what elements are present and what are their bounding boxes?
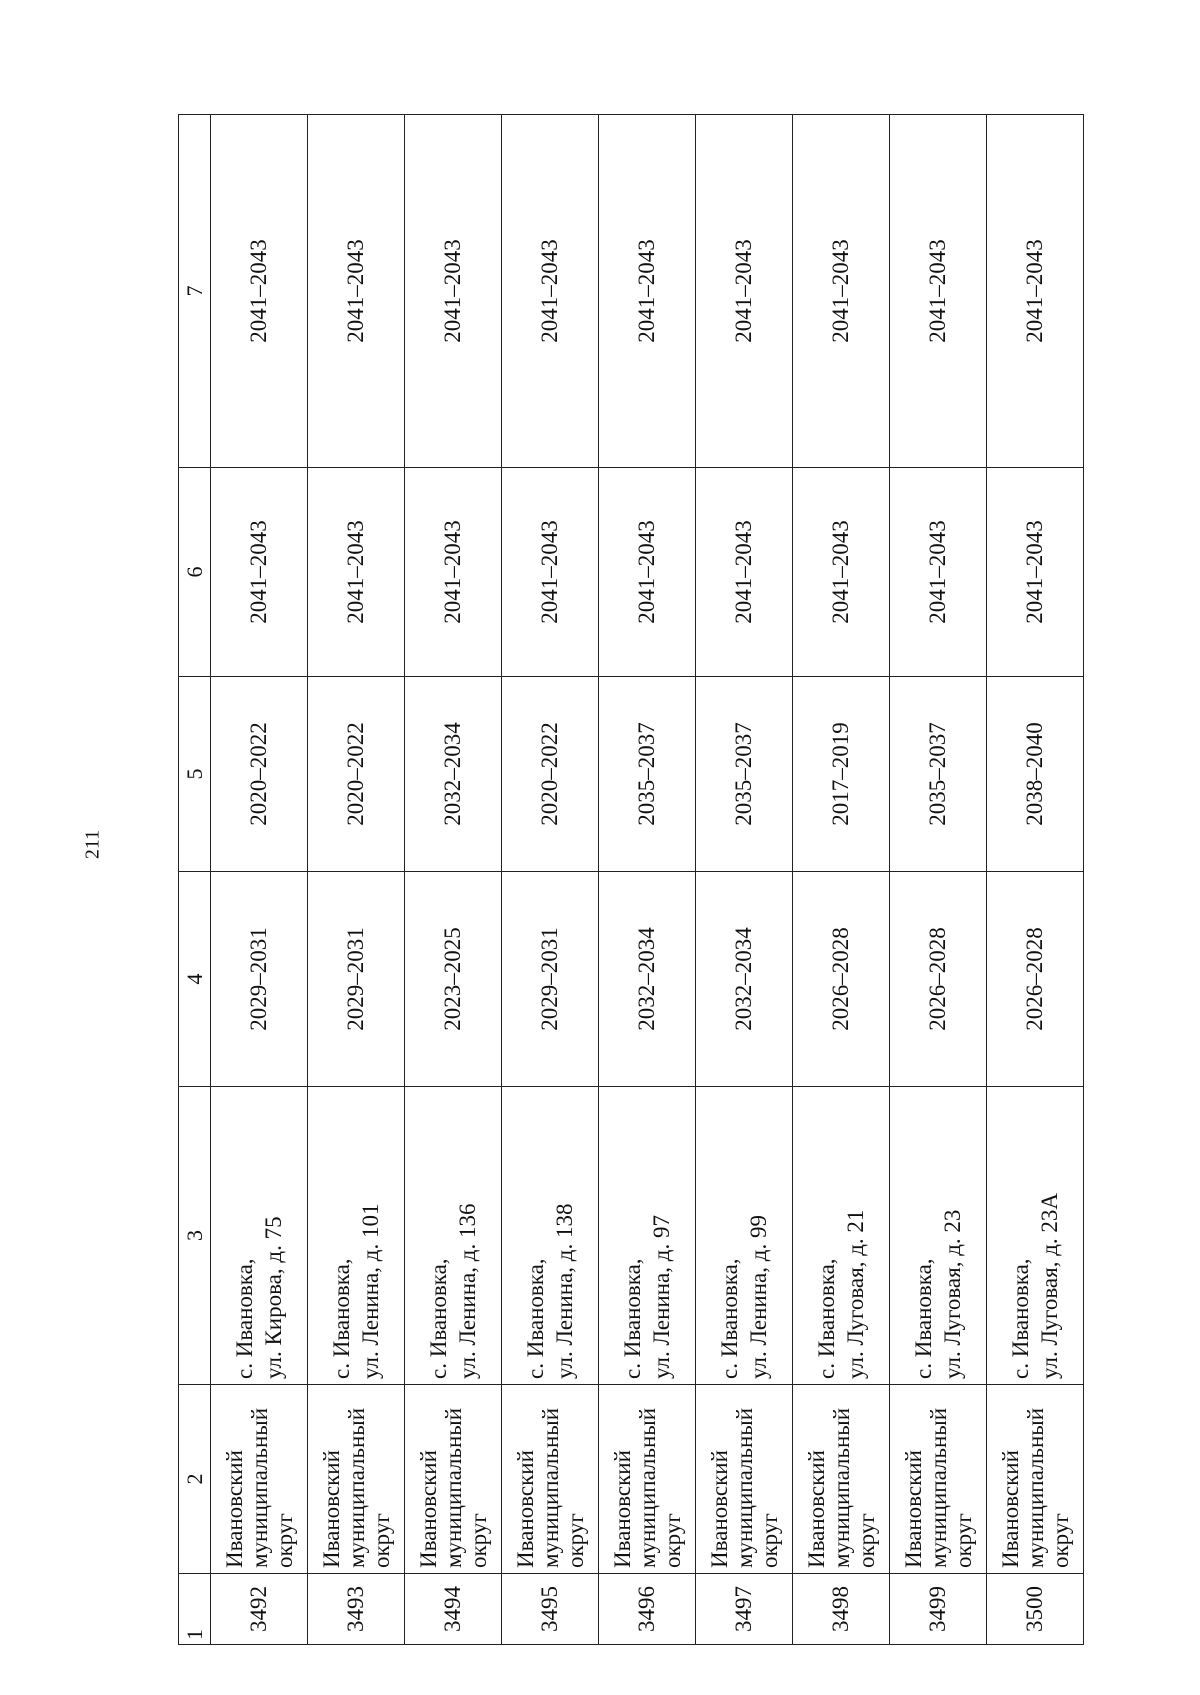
address-cell	[987, 1087, 1084, 1385]
period-cell-c5: 2032–2034	[405, 677, 502, 872]
district-line: Ивановский	[900, 1450, 926, 1568]
table-body	[211, 115, 1084, 1645]
rotated-table-wrapper	[178, 115, 1146, 1645]
address-line: с. Ивановка,	[814, 1258, 839, 1379]
district-line: округ	[950, 1513, 976, 1568]
district-cell	[987, 1385, 1084, 1574]
district-cell	[890, 1385, 987, 1574]
district-line: Ивановский	[609, 1450, 635, 1568]
period-cell-c4: 2026–2028	[793, 872, 890, 1087]
period-cell-c7: 2041–2043	[696, 115, 793, 468]
district-line: Ивановский	[803, 1450, 829, 1568]
period-cell-c4: 2026–2028	[987, 872, 1084, 1087]
district-line: округ	[756, 1513, 782, 1568]
address-cell	[502, 1087, 599, 1385]
period-cell-c4: 2023–2025	[405, 872, 502, 1087]
address-line: с. Ивановка,	[911, 1258, 936, 1379]
period-cell-c4: 2029–2031	[502, 872, 599, 1087]
row-number-cell: 3495	[502, 1574, 599, 1645]
table-row	[793, 115, 890, 1645]
address-line: ул. Луговая, д. 21	[843, 1209, 868, 1379]
address-line: с. Ивановка,	[1008, 1258, 1033, 1379]
address-line: ул. Луговая, д. 23	[940, 1209, 965, 1379]
district-line: округ	[465, 1513, 491, 1568]
address-line: ул. Ленина, д. 99	[746, 1215, 771, 1379]
address-cell	[599, 1087, 696, 1385]
row-number-cell: 3498	[793, 1574, 890, 1645]
address-line: ул. Ленина, д. 136	[455, 1203, 480, 1379]
district-line: муниципальный	[537, 1407, 563, 1568]
address-line: с. Ивановка,	[329, 1258, 354, 1379]
district-cell	[793, 1385, 890, 1574]
period-cell-c5: 2020–2022	[211, 677, 308, 872]
district-cell	[211, 1385, 308, 1574]
address-line: с. Ивановка,	[232, 1258, 257, 1379]
address-line: ул. Ленина, д. 101	[358, 1203, 383, 1379]
header-cell-1: 1	[179, 1574, 211, 1645]
header-cell-2: 2	[179, 1385, 211, 1574]
address-cell	[211, 1087, 308, 1385]
district-line: округ	[271, 1513, 297, 1568]
table-row	[987, 115, 1084, 1645]
district-line: округ	[1047, 1513, 1073, 1568]
header-cell-4: 4	[179, 872, 211, 1087]
row-number-cell: 3500	[987, 1574, 1084, 1645]
period-cell-c5: 2020–2022	[502, 677, 599, 872]
district-line: Ивановский	[997, 1450, 1023, 1568]
header-cell-5: 5	[179, 677, 211, 872]
address-cell	[793, 1087, 890, 1385]
address-line: ул. Луговая, д. 23А	[1037, 1192, 1062, 1379]
district-line: муниципальный	[343, 1407, 369, 1568]
district-line: Ивановский	[706, 1450, 732, 1568]
period-cell-c5: 2020–2022	[308, 677, 405, 872]
district-line: муниципальный	[731, 1407, 757, 1568]
district-line: Ивановский	[512, 1450, 538, 1568]
period-cell-c7: 2041–2043	[308, 115, 405, 468]
table-row	[308, 115, 405, 1645]
district-line: муниципальный	[925, 1407, 951, 1568]
district-line: муниципальный	[828, 1407, 854, 1568]
district-line: округ	[659, 1513, 685, 1568]
period-cell-c7: 2041–2043	[599, 115, 696, 468]
district-cell	[308, 1385, 405, 1574]
table-row	[696, 115, 793, 1645]
period-cell-c5: 2038–2040	[987, 677, 1084, 872]
period-cell-c6: 2041–2043	[405, 468, 502, 677]
period-cell-c5: 2017–2019	[793, 677, 890, 872]
table-row	[890, 115, 987, 1645]
district-cell	[696, 1385, 793, 1574]
period-cell-c7: 2041–2043	[793, 115, 890, 468]
district-line: муниципальный	[634, 1407, 660, 1568]
period-cell-c4: 2029–2031	[308, 872, 405, 1087]
address-line: ул. Ленина, д. 138	[552, 1203, 577, 1379]
period-cell-c5: 2035–2037	[599, 677, 696, 872]
period-cell-c4: 2032–2034	[599, 872, 696, 1087]
period-cell-c6: 2041–2043	[211, 468, 308, 677]
address-line: с. Ивановка,	[717, 1258, 742, 1379]
period-cell-c5: 2035–2037	[696, 677, 793, 872]
header-cell-3: 3	[179, 1087, 211, 1385]
table-row	[211, 115, 308, 1645]
row-number-cell: 3492	[211, 1574, 308, 1645]
period-cell-c4: 2029–2031	[211, 872, 308, 1087]
period-cell-c6: 2041–2043	[696, 468, 793, 677]
period-cell-c6: 2041–2043	[793, 468, 890, 677]
district-line: Ивановский	[318, 1450, 344, 1568]
district-line: муниципальный	[440, 1407, 466, 1568]
row-number-cell: 3499	[890, 1574, 987, 1645]
row-number-cell: 3493	[308, 1574, 405, 1645]
district-line: Ивановский	[221, 1450, 247, 1568]
district-line: муниципальный	[246, 1407, 272, 1568]
period-cell-c7: 2041–2043	[502, 115, 599, 468]
address-cell	[405, 1087, 502, 1385]
district-cell	[502, 1385, 599, 1574]
address-line: ул. Ленина, д. 97	[649, 1215, 674, 1379]
address-cell	[696, 1087, 793, 1385]
row-number-cell: 3496	[599, 1574, 696, 1645]
table-header-row	[179, 115, 211, 1645]
address-cell	[308, 1087, 405, 1385]
district-cell	[599, 1385, 696, 1574]
address-line: ул. Кирова, д. 75	[261, 1216, 286, 1379]
page-number: 211	[81, 829, 104, 860]
district-line: Ивановский	[415, 1450, 441, 1568]
district-cell	[405, 1385, 502, 1574]
table-row	[405, 115, 502, 1645]
period-cell-c7: 2041–2043	[211, 115, 308, 468]
table-row	[502, 115, 599, 1645]
district-line: муниципальный	[1022, 1407, 1048, 1568]
district-line: округ	[853, 1513, 879, 1568]
table-row	[599, 115, 696, 1645]
address-line: с. Ивановка,	[620, 1258, 645, 1379]
period-cell-c4: 2026–2028	[890, 872, 987, 1087]
period-cell-c6: 2041–2043	[987, 468, 1084, 677]
period-cell-c7: 2041–2043	[890, 115, 987, 468]
header-cell-7: 7	[179, 115, 211, 468]
period-cell-c6: 2041–2043	[599, 468, 696, 677]
period-cell-c4: 2032–2034	[696, 872, 793, 1087]
period-cell-c6: 2041–2043	[890, 468, 987, 677]
address-line: с. Ивановка,	[426, 1258, 451, 1379]
period-cell-c6: 2041–2043	[502, 468, 599, 677]
district-line: округ	[368, 1513, 394, 1568]
row-number-cell: 3494	[405, 1574, 502, 1645]
period-cell-c7: 2041–2043	[405, 115, 502, 468]
period-cell-c7: 2041–2043	[987, 115, 1084, 468]
row-number-cell: 3497	[696, 1574, 793, 1645]
address-cell	[890, 1087, 987, 1385]
period-cell-c5: 2035–2037	[890, 677, 987, 872]
schedule-table	[178, 114, 1084, 1645]
district-line: округ	[562, 1513, 588, 1568]
header-cell-6: 6	[179, 468, 211, 677]
period-cell-c6: 2041–2043	[308, 468, 405, 677]
address-line: с. Ивановка,	[523, 1258, 548, 1379]
